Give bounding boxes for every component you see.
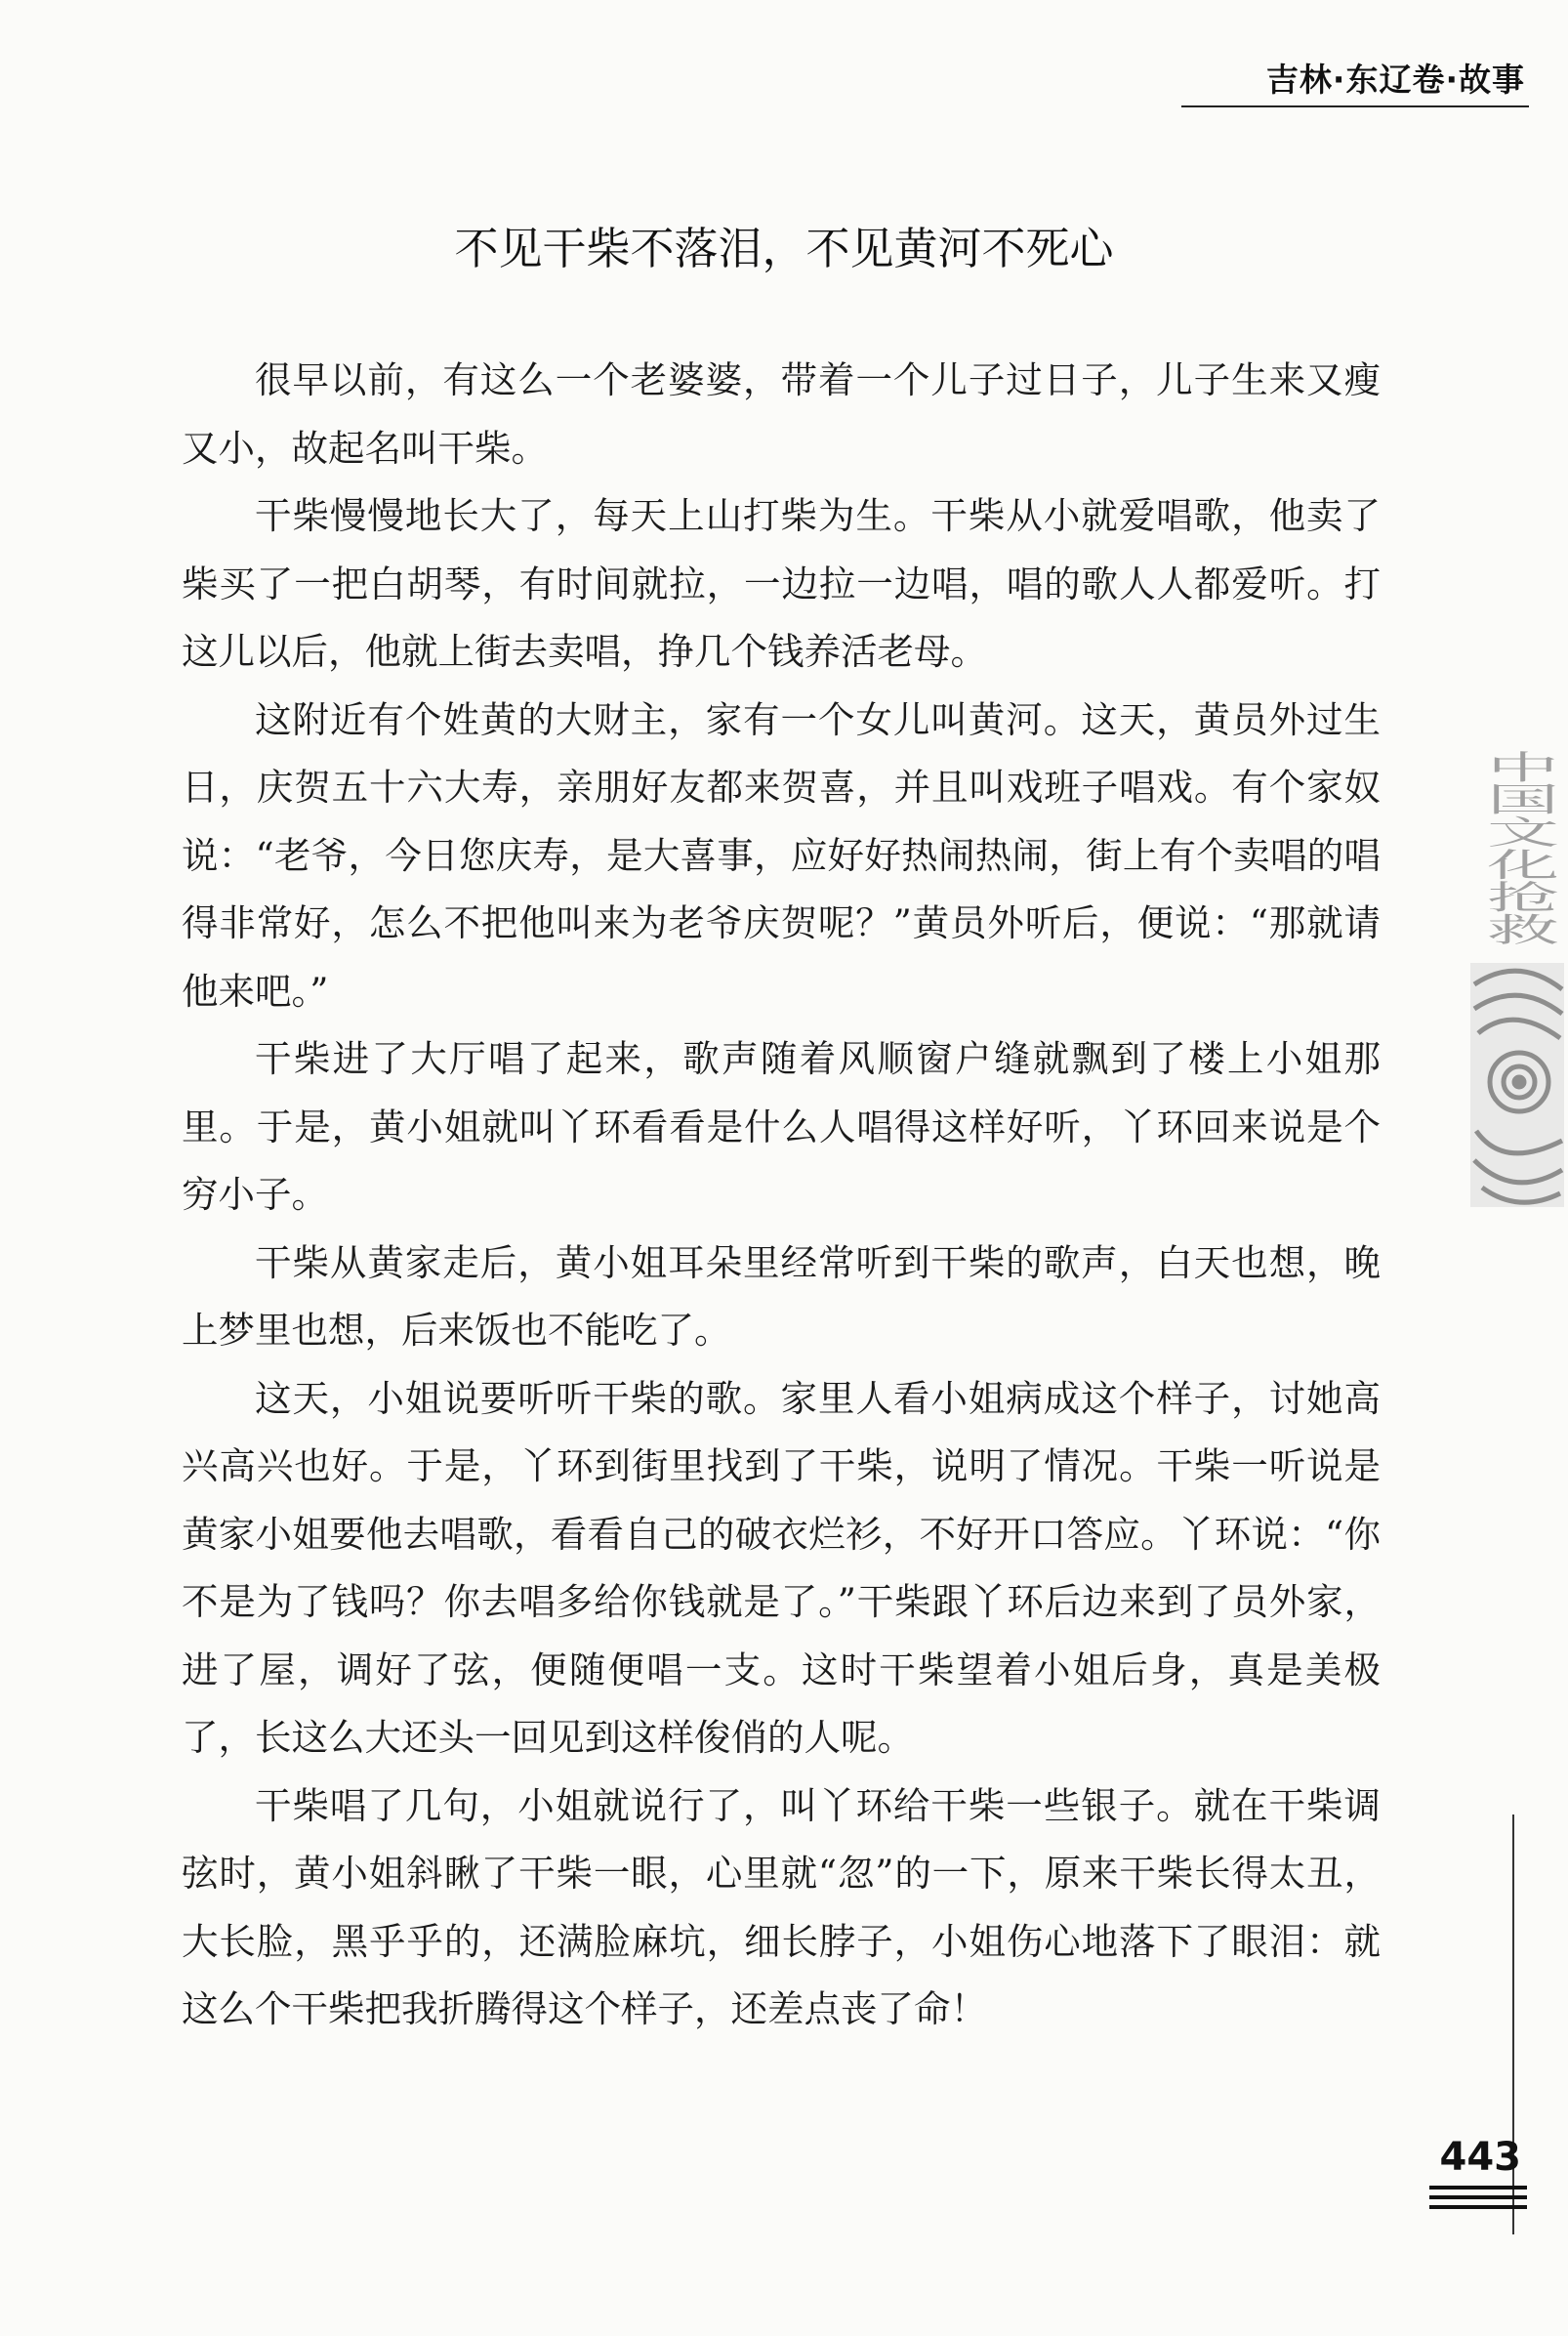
page-number-underline bbox=[1429, 2186, 1527, 2215]
paragraph-4: 干柴进了大厅唱了起来，歌声随着风顺窗户缝就飘到了楼上小姐那里。于是，黄小姐就叫丫环看看是什么人唱得这样好听，丫环回来说是个穷小子。 bbox=[182, 1037, 1381, 1216]
side-ornament-label bbox=[1475, 750, 1559, 945]
paragraph-3: 这附近有个姓黄的大财主，家有一个女儿叫黄河。这天，黄员外过生日，庆贺五十六大寿，亲朋好友都来贺喜，并且叫戏班子唱戏。有个家奴说：“老爷，今日您庆寿，是大喜事，应好好热闹热闹，街上有个卖唱的唱得非常好，怎么不把他叫来为老爷庆贺呢？”黄员外听后，便说：“那就请他来吧。” bbox=[182, 697, 1381, 1013]
story-body bbox=[182, 347, 1381, 2044]
page-number: 443 bbox=[1439, 2135, 1521, 2180]
header-divider bbox=[1181, 105, 1529, 107]
paragraph-2: 干柴慢慢地长大了，每天上山打柴为生。干柴从小就爱唱歌，他卖了柴买了一把白胡琴，有时间就拉，一边拉一边唱，唱的歌人人都爱听。打这儿以后，他就上街去卖唱，挣几个钱养活老母。 bbox=[182, 494, 1381, 673]
paragraph-1: 很早以前，有这么一个老婆婆，带着一个儿子过日子，儿子生来又瘦又小，故起名叫干柴。 bbox=[182, 358, 1381, 470]
side-ornament-emblem bbox=[1465, 711, 1568, 1219]
ornament-pattern-icon bbox=[1470, 963, 1564, 1207]
header-section-label: 吉林·东辽卷·故事 bbox=[1265, 61, 1525, 99]
page-title: 不见干柴不落泪，不见黄河不死心 bbox=[454, 223, 1114, 274]
paragraph-5: 干柴从黄家走后，黄小姐耳朵里经常听到干柴的歌声，白天也想，晚上梦里也想，后来饭也不能吃了。 bbox=[182, 1240, 1381, 1352]
paragraph-7: 干柴唱了几句，小姐就说行了，叫丫环给干柴一些银子。就在干柴调弦时，黄小姐斜瞅了干柴一眼，心里就“忽”的一下，原来干柴长得太丑，大长脸，黑乎乎的，还满脸麻坑，细长脖子，小姐伤心地落下了眼泪：就这么个干柴把我折腾得这个样子，还差点丧了命！ bbox=[182, 1783, 1381, 2030]
paragraph-6: 这天，小姐说要听听干柴的歌。家里人看小姐病成这个样子，讨她高兴高兴也好。于是，丫环到街里找到了干柴，说明了情况。干柴一听说是黄家小姐要他去唱歌，看看自己的破衣烂衫，不好开口答应。丫环说：“你不是为了钱吗？你去唱多给你钱就是了。”干柴跟丫环后边来到了员外家，进了屋，调好了弦，便随便唱一支。这时干柴望着小姐后身，真是美极了，长这么大还头一回见到这样俊俏的人呢。 bbox=[182, 1376, 1381, 1759]
